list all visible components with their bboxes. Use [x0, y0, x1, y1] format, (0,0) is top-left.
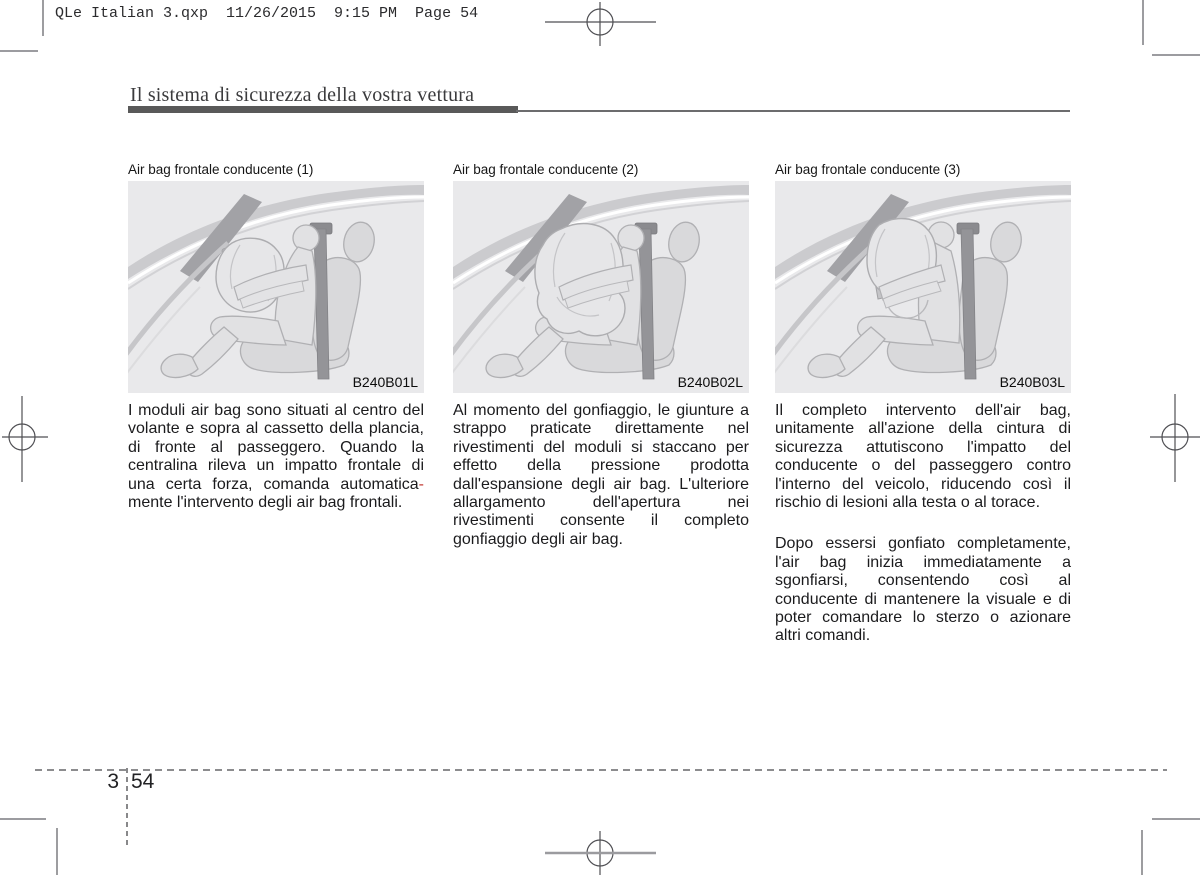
- airbag-driver-illustration-1: [128, 181, 424, 393]
- text-line: l'air bag inizia immediatamente a: [775, 553, 1071, 571]
- figure-caption: Air bag frontale conducente (3): [775, 162, 961, 177]
- text-line: l'interno del veicolo, riducendo così il: [775, 475, 1071, 493]
- title-rule-thick: [128, 106, 518, 113]
- figure-caption: Air bag frontale conducente (2): [453, 162, 639, 177]
- image-code-label: B240B01L: [352, 374, 418, 390]
- text-line: altri comandi.: [775, 627, 871, 645]
- text-line: rivestimenti del moduli si staccano per: [453, 438, 749, 456]
- text-line: dall'espansione degli air bag. L'ulteriore: [453, 475, 749, 493]
- text-line: mente l'intervento degli air bag frontali.: [128, 494, 403, 512]
- text-line: rischio di lesioni alla testa o al torace.: [775, 494, 1041, 512]
- text-line: conducente o del passeggero contro: [775, 457, 1071, 475]
- body-paragraph: [128, 402, 424, 512]
- text-line: Al momento del gonfiaggio, le giunture a: [453, 402, 749, 419]
- text-line: conducente di mantenere la visuale e di: [775, 590, 1071, 608]
- column-airbag-1: [128, 163, 424, 512]
- text-line: poter comandare lo sterzo o azionare: [775, 609, 1071, 627]
- text-line: strappo praticate direttamente nel: [453, 420, 749, 438]
- print-slug-line: QLe Italian 3.qxp 11/26/2015 9:15 PM Page 54: [55, 5, 479, 22]
- footer-page-number: 54: [131, 770, 155, 793]
- airbag-driver-illustration-2: [453, 181, 749, 393]
- title-rule-thin: [516, 110, 1070, 112]
- red-hyphen: -: [418, 475, 424, 493]
- text-line: volante e sopra al cassetto della plancia,: [128, 420, 424, 438]
- text-line: effetto della pressione prodotta: [453, 457, 749, 475]
- image-code-label: B240B03L: [999, 374, 1065, 390]
- figure-caption: Air bag frontale conducente (1): [128, 162, 314, 177]
- image-code-label: B240B02L: [677, 374, 743, 390]
- text-line: Il completo intervento dell'air bag,: [775, 402, 1071, 419]
- body-paragraph: [775, 535, 1071, 645]
- figure-airbag-3: [775, 181, 1071, 393]
- text-line: centralina rileva un impatto frontale di: [128, 457, 424, 475]
- footer-chapter-number: 3: [107, 770, 119, 793]
- text-line: una certa forza, comanda automatica-: [128, 475, 424, 493]
- page-title: Il sistema di sicurezza della vostra vettura: [130, 84, 475, 106]
- airbag-driver-illustration-3: [775, 181, 1071, 393]
- figure-airbag-2: [453, 181, 749, 393]
- text-line: unitamente all'azione della cintura di: [775, 420, 1071, 438]
- body-paragraph: [775, 402, 1071, 512]
- text-line: sicurezza attutiscono l'impatto del: [775, 438, 1071, 456]
- text-line: sgonfiarsi, consentendo così al: [775, 572, 1071, 590]
- column-airbag-3: [775, 163, 1071, 646]
- column-airbag-2: [453, 163, 749, 549]
- text-line: di fronte al passeggero. Quando la: [128, 438, 424, 456]
- text-line: allargamento dell'apertura nei: [453, 494, 749, 512]
- text-line: Dopo essersi gonfiato completamente,: [775, 535, 1071, 553]
- text-line: gonfiaggio degli air bag.: [453, 530, 623, 548]
- body-paragraph: [453, 402, 749, 549]
- text-line: rivestimenti consente il completo: [453, 512, 749, 530]
- text-line: I moduli air bag sono situati al centro del: [128, 402, 424, 419]
- figure-airbag-1: [128, 181, 424, 393]
